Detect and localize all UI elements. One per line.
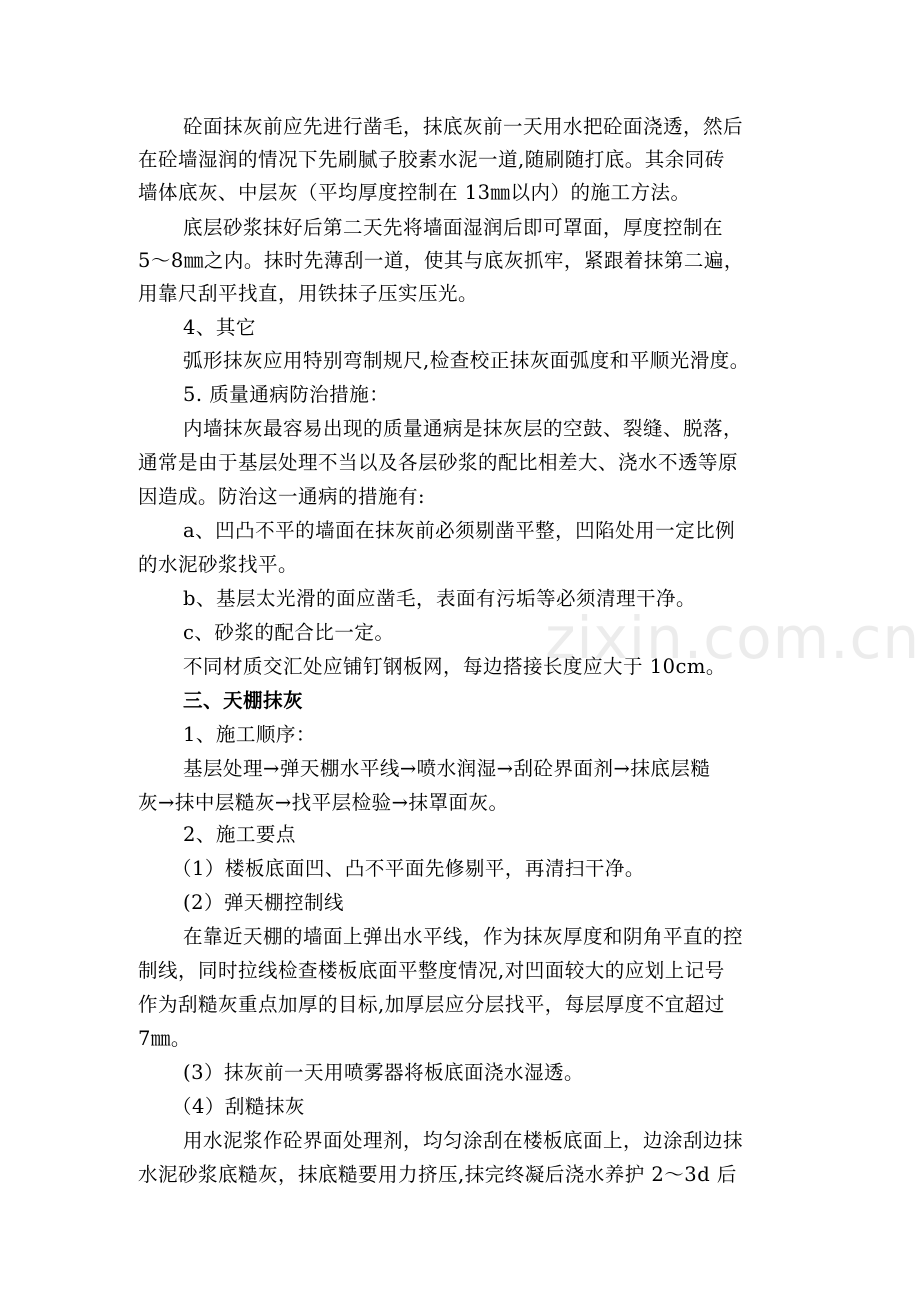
paragraph-line: 内墙抹灰最容易出现的质量通病是抹灰层的空鼓、裂缝、脱落， [183,417,744,440]
paragraph-line: 底层砂浆抹好后第二天先将墙面湿润后即可罩面，厚度控制在 [183,216,724,239]
paragraph-line: （1）楼板底面凹、凸不平面先修剔平，再清扫干净。 [172,857,645,880]
paragraph-line: 的水泥砂浆找平。 [138,553,299,576]
paragraph-line: 用靠尺刮平找直，用铁抹子压实压光。 [138,282,479,305]
paragraph-line: b、基层太光滑的面应凿毛，表面有污垢等必须清理干净。 [183,587,696,610]
paragraph-line: 5～8㎜之内。抹时先薄刮一道，使其与底灰抓牢，紧跟着抹第二遍， [138,249,744,272]
paragraph-line: （4）刮糙抹灰 [172,1095,305,1118]
paragraph-line: 在靠近天棚的墙面上弹出水平线，作为抹灰厚度和阴角平直的控 [183,925,744,948]
paragraph-line: 在砼墙湿润的情况下先刷腻子胶素水泥一道,随刷随打底。其余同砖 [138,148,725,171]
paragraph-line: 作为刮糙灰重点加厚的目标,加厚层应分层找平，每层厚度不宜超过 [138,993,725,1016]
paragraph-line: 因造成。防治这一通病的措施有: [138,485,426,508]
paragraph-line: 7㎜。 [138,1027,191,1050]
paragraph-line: 水泥砂浆底糙灰，抹底糙要用力挤压,抹完终凝后浇水养护 2～3d 后 [138,1163,737,1186]
paragraph-line: 弧形抹灰应用特别弯制规尺,检查校正抹灰面弧度和平顺光滑度。 [183,349,750,372]
paragraph-line: 灰→抹中层糙灰→找平层检验→抹罩面灰。 [138,791,509,814]
chapter-heading: 三、天棚抹灰 [183,689,304,712]
paragraph-line: 通常是由于基层处理不当以及各层砂浆的配比相差大、浇水不透等原 [138,451,739,474]
section-heading: 1、施工顺序： [183,723,316,746]
watermark: zixin.com.cn [545,604,920,672]
section-heading: 2、施工要点 [183,823,296,846]
paragraph-line: a、凹凸不平的墙面在抹灰前必须剔凿平整，凹陷处用一定比例 [183,519,736,542]
paragraph-line: 基层处理→弹天棚水平线→喷水润湿→刮砼界面剂→抹底层糙 [183,757,711,780]
paragraph-line: 墙体底灰、中层灰（平均厚度控制在 13㎜以内）的施工方法。 [138,181,691,204]
section-heading: 4、其它 [183,316,256,339]
section-heading: 5. 质量通病防治措施： [183,383,390,406]
paragraph-line: 用水泥浆作砼界面处理剂，均匀涂刮在楼板底面上，边涂刮边抹 [183,1129,744,1152]
paragraph-line: 制线，同时拉线检查楼板底面平整度情况,对凹面较大的应划上记号 [138,959,725,982]
paragraph-line: (2）弹天棚控制线 [183,891,345,914]
paragraph-line: c、砂浆的配合比一定。 [183,621,395,644]
paragraph-line: (3）抹灰前一天用喷雾器将板底面浇水湿透。 [183,1061,585,1084]
paragraph-line: 砼面抹灰前应先进行凿毛，抹底灰前一天用水把砼面浇透，然后 [183,115,744,138]
paragraph-line: 不同材质交汇处应铺钉钢板网，每边搭接长度应大于 10cm。 [183,655,726,678]
